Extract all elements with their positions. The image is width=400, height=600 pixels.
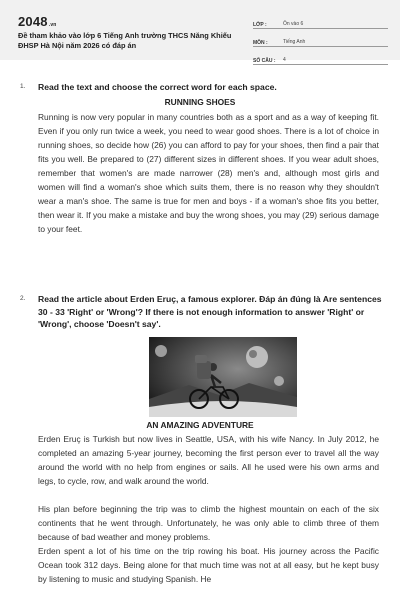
passage-segment: you can afford to pay for your shoes, then find a pair that fits you well. Be prepared to (27) bbox=[38, 140, 379, 164]
article-paragraph: Erden Eruç is Turkish but now lives in Seattle, USA, with his wife Nancy. In July 2012, he completed an amazing 5-year journey, becoming the first person ever to travel all the way around the world with no help from engines or sails. All he used were his own arms and legs, to cycle, row, and walk around the world. bbox=[38, 434, 379, 486]
cyclist-illustration bbox=[149, 337, 297, 417]
page-header bbox=[0, 0, 400, 64]
question-number: 2. bbox=[20, 295, 26, 302]
question-instruction: Read the text and choose the correct word for each space. bbox=[38, 82, 277, 92]
document-title: Đề tham khảo vào lớp 6 Tiếng Anh trường THCS Năng Khiếu ĐHSP Hà Nội năm 2026 có đáp án bbox=[18, 31, 232, 50]
document-content bbox=[0, 60, 400, 600]
meta-label: SỐ CÂU : bbox=[253, 58, 276, 64]
meta-row-class bbox=[253, 14, 388, 29]
passage-segment: serious damage to your feet. bbox=[38, 210, 380, 234]
meta-value: Ôn vào 6 bbox=[283, 21, 304, 27]
passage-segment: men's and, although most girls and women will find a woman's shoe which suits them, there is no reason why they shouldn't wear a man's shoe. The same is true for men and boys - if a woman's shoe fits you better, then wear it. If you make a mistake and buy the wrong shoes, you may (29) bbox=[38, 168, 380, 220]
logo-tld: .vn bbox=[48, 22, 57, 28]
passage-segment: Running is now very popular in many countries both as a sport and as a way of keeping fit. Even if you only run twice a week, you need to wear good shoes. There is a lot of choice in running shoes, so decide how (26) bbox=[38, 112, 379, 150]
meta-row-subject bbox=[253, 32, 388, 47]
question-number: 1. bbox=[20, 83, 26, 90]
passage-segment: different sizes in different shoes. If you wear adult shoes, remember that women's are made narrower (28) bbox=[38, 154, 379, 178]
logo-text: 2048 bbox=[18, 14, 48, 29]
site-logo[interactable] bbox=[18, 14, 57, 29]
meta-label: LỚP : bbox=[253, 22, 267, 28]
meta-label: MÔN : bbox=[253, 40, 268, 46]
cyclist-image-icon bbox=[149, 337, 297, 417]
article-title: AN AMAZING ADVENTURE bbox=[146, 420, 254, 430]
meta-value: Tiếng Anh bbox=[283, 39, 306, 45]
question-instruction: Read the article about Erden Eruç, a famous explorer. Đáp án đúng là Are sentences 30 - 33 'Right' or 'Wrong'? If there is not enough information to answer 'Right' or 'Wrong', choose 'Doesn't say'. bbox=[38, 294, 382, 329]
meta-value: 4 bbox=[283, 57, 286, 63]
article-paragraph: Erden spent a lot of his time on the trip rowing his boat. His journey across the Pacific Ocean took 312 days. Being alone for that much time was not at all easy, but he kept busy by listening to music and studying Spanish. He bbox=[38, 546, 379, 584]
article-paragraph: His plan before beginning the trip was to climb the highest mountain on each of the six continents that he went through. Unfortunately, he was only able to climb three of them because of bad weather and money problems. bbox=[38, 504, 379, 542]
passage-text bbox=[38, 110, 379, 236]
passage-title: RUNNING SHOES bbox=[164, 97, 236, 107]
